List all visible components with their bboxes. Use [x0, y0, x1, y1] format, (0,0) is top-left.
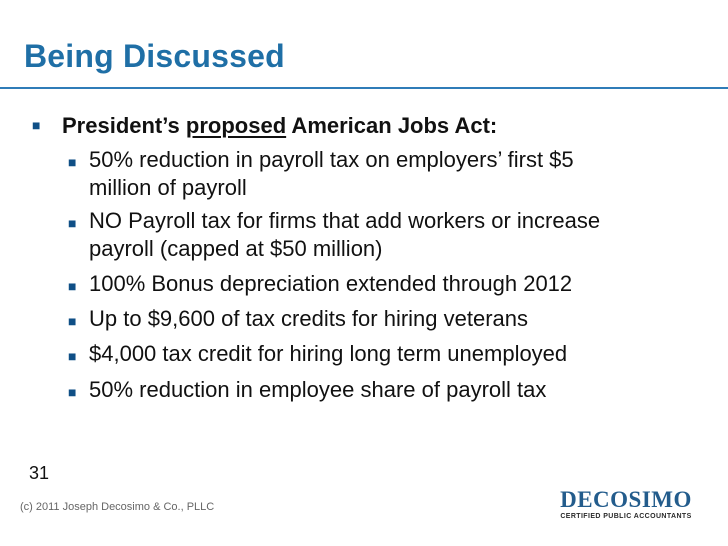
logo-tagline: CERTIFIED PUBLIC ACCOUNTANTS — [560, 513, 692, 520]
square-bullet-icon: ■ — [68, 215, 77, 231]
slide-number: 31 — [29, 463, 50, 483]
sub-bullet-payroll-reduction-line1: 50% reduction in payroll tax on employers’ first $5 — [89, 147, 574, 172]
title-divider — [0, 87, 728, 89]
square-bullet-icon: ■ — [68, 384, 77, 400]
square-bullet-icon: ■ — [68, 278, 77, 294]
sub-bullet-veterans-credit: Up to $9,600 of tax credits for hiring veterans — [89, 306, 529, 331]
sub-bullet-bonus-depreciation: 100% Bonus depreciation extended through 2012 — [89, 271, 573, 296]
main-bullet-emphasis: proposed — [185, 113, 287, 138]
square-bullet-icon: ■ — [68, 154, 77, 170]
sub-bullet-employee-payroll-share: 50% reduction in employee share of payroll tax — [89, 377, 547, 402]
sub-bullet-unemployed-credit: $4,000 tax credit for hiring long term unemployed — [89, 341, 568, 366]
slide-title: Being Discussed — [24, 38, 285, 74]
sub-bullet-payroll-reduction-line2: million of payroll — [89, 175, 247, 200]
logo-name: DECOSIMO — [560, 487, 692, 512]
main-bullet-prefix: President’s — [62, 113, 186, 138]
square-bullet-icon: ■ — [68, 313, 77, 329]
square-bullet-icon: ■ — [68, 348, 77, 364]
company-logo — [542, 487, 710, 527]
copyright-notice: (c) 2011 Joseph Decosimo & Co., PLLC — [20, 501, 215, 513]
main-bullet-suffix: American Jobs Act: — [286, 113, 498, 138]
square-bullet-icon: ■ — [32, 117, 41, 133]
main-bullet — [62, 111, 682, 141]
sub-bullet-no-payroll-tax-line2: payroll (capped at $50 million) — [89, 236, 383, 261]
sub-bullet-no-payroll-tax-line1: NO Payroll tax for firms that add workers or increase — [89, 208, 601, 233]
